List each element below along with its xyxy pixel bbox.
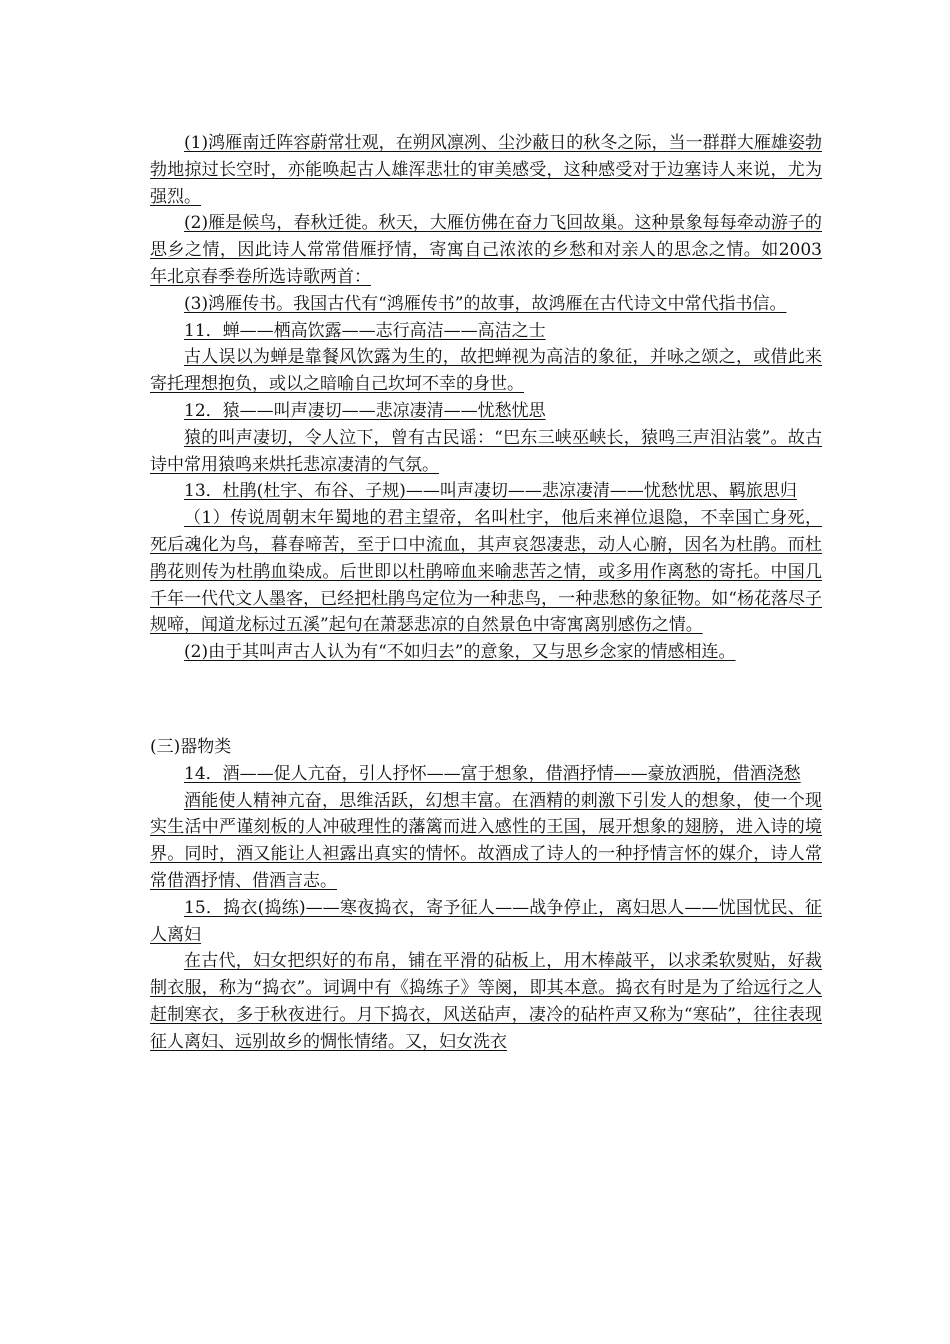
paragraph-text: （1）传说周朝末年蜀地的君主望帝，名叫杜宇，他后来禅位退隐，不幸国亡身死，死后魂化为鸟，暮春啼苦，至于口中流血，其声哀怨凄悲，动人心腑，因名为杜鹃。而杜鹃花则传为杜鹃血染成。后世即以杜鹃啼血来喻悲苦之情，或多用作离愁的寄托。中国几千年一代代文人墨客，已经把杜鹃鸟定位为一种悲鸟，一种悲愁的象征物。如“杨花落尽子规啼，闻道龙标过五溪”起句在萧瑟悲凉的自然景色中寄寓离别感伤之情。 xyxy=(150,508,822,636)
heading-wine xyxy=(150,761,822,788)
heading-ape xyxy=(150,398,822,425)
paragraph-cuckoo-1 xyxy=(150,505,822,639)
paragraph-cuckoo-2 xyxy=(150,639,822,666)
paragraph-text: 15．捣衣(捣练)——寒夜捣衣，寄予征人——战争停止，离妇思人——忧国忧民、征人离妇 xyxy=(150,897,822,945)
paragraph-text: (1)鸿雁南迁阵容蔚常壮观，在朔风凛冽、尘沙蔽日的秋冬之际，当一群群大雁雄姿勃勃地掠过长空时，亦能唤起古人雄浑悲壮的审美感受，这种感受对于边塞诗人来说，尤为强烈。 xyxy=(150,133,822,207)
paragraph-text: 11．蝉——栖高饮露——志行高洁——高洁之士 xyxy=(184,320,546,341)
paragraph-text: (2)雁是候鸟，春秋迁徙。秋天，大雁仿佛在奋力飞回故巢。这种景象每每牵动游子的思乡之情，因此诗人常常借雁抒情，寄寓自己浓浓的乡愁和对亲人的思念之情。如2003年北京春季卷所选诗歌两首： xyxy=(150,213,822,287)
paragraph-pounding-clothes xyxy=(150,948,822,1055)
paragraph-text: 酒能使人精神亢奋，思维活跃，幻想丰富。在酒精的刺激下引发人的想象，使一个现实生活中严谨刻板的人冲破理性的藩篱而进入感性的王国，展开想象的翅膀，进入诗的境界。同时，酒又能让人袒露出真实的情怀。故酒成了诗人的一种抒情言怀的媒介，诗人常常借酒抒情、借酒言志。 xyxy=(150,790,822,891)
heading-pounding-clothes xyxy=(150,895,822,949)
document-page xyxy=(150,130,822,1056)
paragraph-ape xyxy=(150,425,822,479)
paragraph-text: 古人误以为蝉是靠餐风饮露为生的，故把蝉视为高洁的象征，并咏之颂之，或借此来寄托理想抱负，或以之暗喻自己坎坷不幸的身世。 xyxy=(150,347,822,395)
section-spacer xyxy=(150,666,822,734)
paragraph-text: 12．猿——叫声凄切——悲凉凄清——忧愁忧思 xyxy=(184,400,546,421)
paragraph-text: 14．酒——促人亢奋，引人抒怀——富于想象，借酒抒情——豪放洒脱，借酒浇愁 xyxy=(184,763,801,784)
paragraph-goose-2 xyxy=(150,210,822,290)
paragraph-cicada xyxy=(150,344,822,398)
paragraph-text: 猿的叫声凄切，令人泣下，曾有古民谣：“巴东三峡巫峡长，猿鸣三声泪沾裳”。故古诗中常用猿鸣来烘托悲凉凄清的气氛。 xyxy=(150,427,822,475)
paragraph-goose-3 xyxy=(150,291,822,318)
paragraph-wine xyxy=(150,788,822,895)
paragraph-text: (2)由于其叫声古人认为有“不如归去”的意象，又与思乡念家的情感相连。 xyxy=(184,642,736,663)
heading-cuckoo xyxy=(150,478,822,505)
paragraph-goose-1 xyxy=(150,130,822,210)
section-heading-objects: (三)器物类 xyxy=(150,736,232,757)
heading-cicada xyxy=(150,318,822,345)
paragraph-text: (3)鸿雁传书。我国古代有“鸿雁传书”的故事，故鸿雁在古代诗文中常代指书信。 xyxy=(184,293,787,314)
paragraph-text: 13．杜鹃(杜宇、布谷、子规)——叫声凄切——悲凉凄清——忧愁忧思、羁旅思归 xyxy=(184,481,797,502)
paragraph-text: 在古代，妇女把织好的布帛，铺在平滑的砧板上，用木棒敲平，以求柔软熨贴，好裁制衣服，称为“捣衣”。词调中有《捣练子》等阕，即其本意。捣衣有时是为了给远行之人赶制寒衣，多于秋夜进行。月下捣衣，风送砧声，凄冷的砧杵声又称为“寒砧”，往往表现征人离妇、远别故乡的惆怅情绪。又，妇女洗衣 xyxy=(150,951,822,1052)
